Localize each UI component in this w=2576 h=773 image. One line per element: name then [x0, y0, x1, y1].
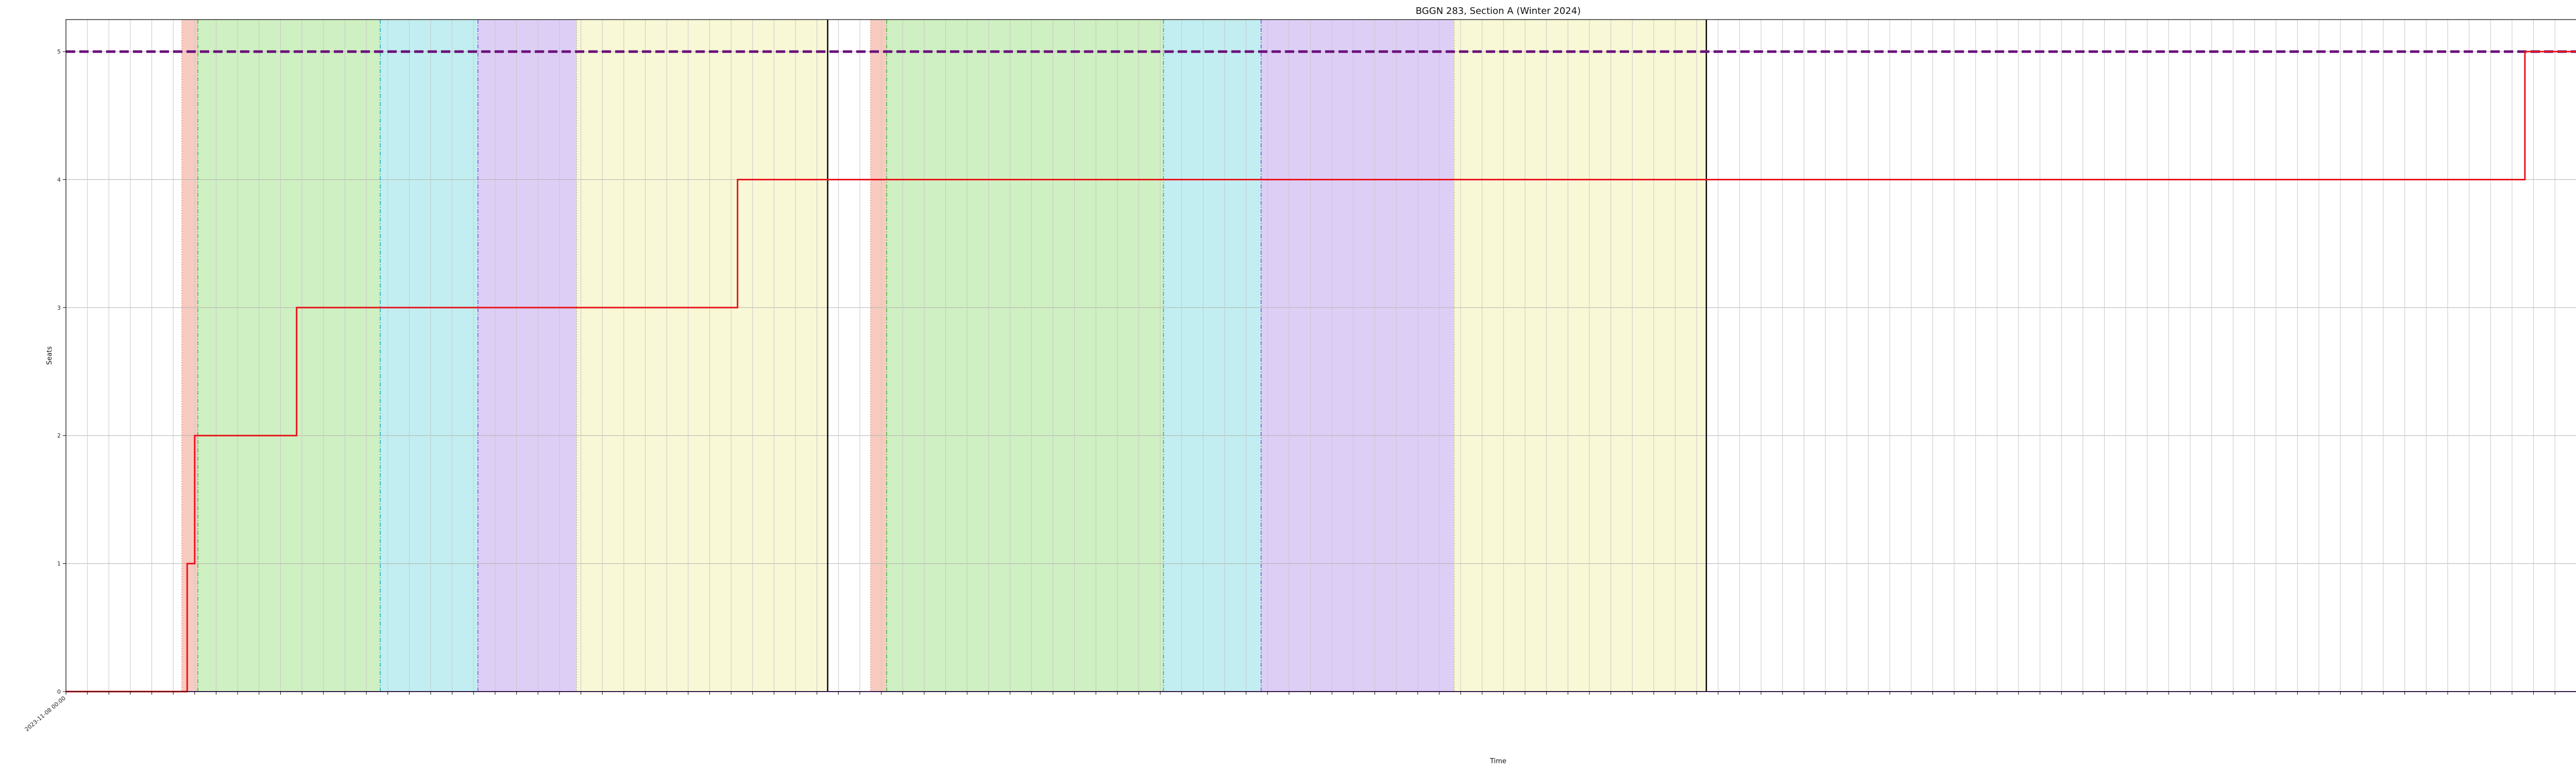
- window-freshman: [577, 20, 827, 692]
- x-tick-label-first: 2023-11-08 00:00: [23, 695, 67, 733]
- window-freshman: [1454, 20, 1706, 692]
- y-tick-label: 2: [57, 432, 61, 440]
- enrollment-windows: [182, 20, 1706, 692]
- y-tick-label: 1: [57, 560, 61, 567]
- y-tick-label: 3: [57, 304, 61, 311]
- y-tick-label: 0: [57, 688, 61, 695]
- window-senior: [198, 20, 380, 692]
- window-priority: [182, 20, 198, 692]
- window-sophomore: [1261, 20, 1454, 692]
- chart-title: BGGN 283, Section A (Winter 2024): [1415, 6, 1581, 16]
- y-tick-label: 5: [57, 48, 61, 56]
- y-tick-label: 4: [57, 176, 61, 183]
- window-sophomore: [478, 20, 577, 692]
- window-junior: [380, 20, 478, 692]
- x-axis-label: Time: [1490, 758, 1506, 765]
- window-priority: [871, 20, 887, 692]
- window-junior: [1163, 20, 1261, 692]
- window-senior: [887, 20, 1163, 692]
- y-axis-label: Seats: [46, 346, 54, 365]
